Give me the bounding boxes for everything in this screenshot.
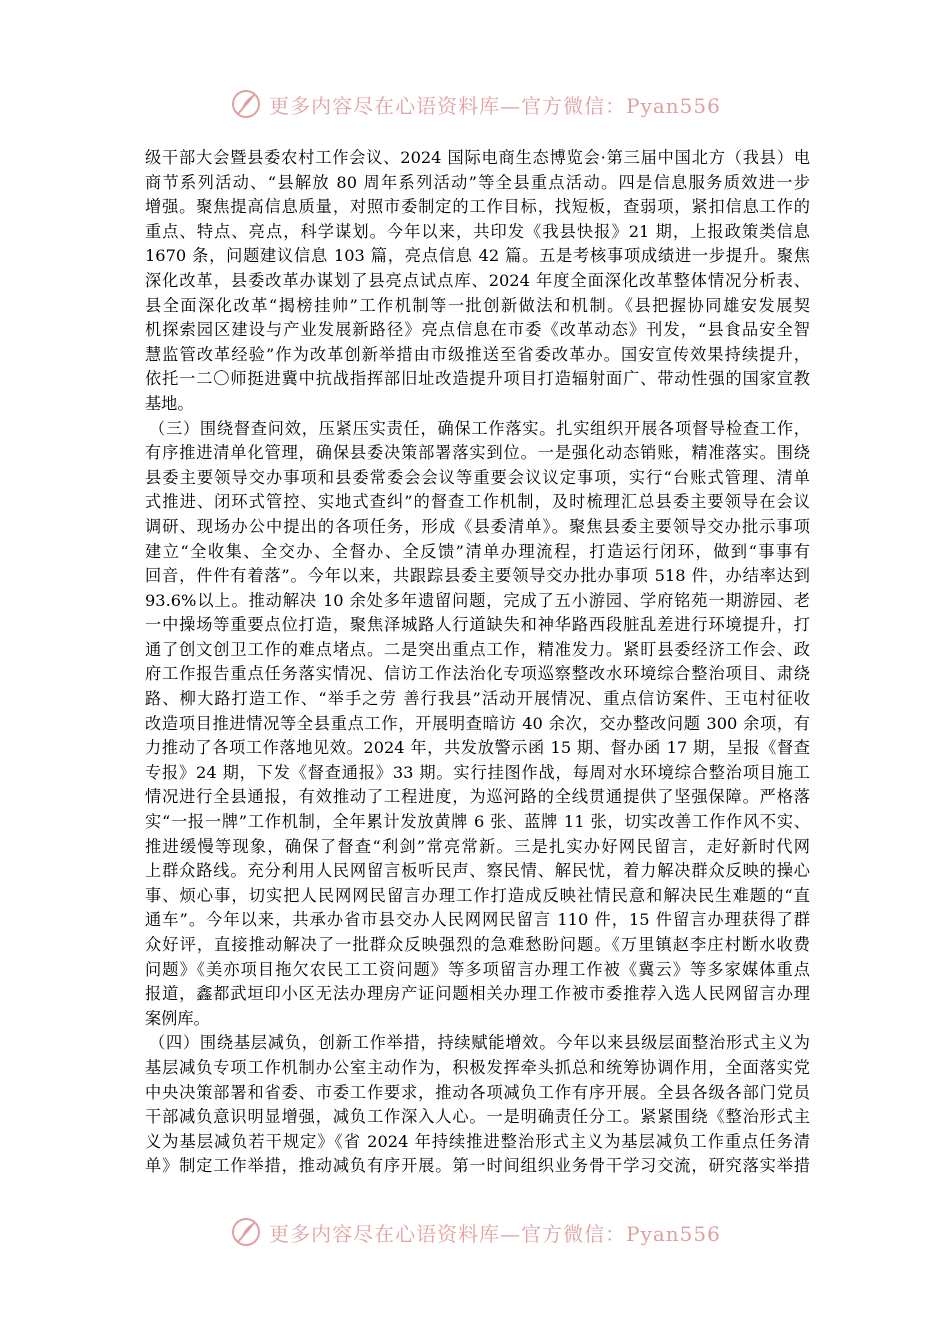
text-line: 商节系列活动、“县解放 80 周年系列活动”等全县重点活动。四是信息服务质效进一步 [145, 172, 810, 192]
document-body [145, 146, 810, 1179]
text-line: 级干部大会暨县委农村工作会议、2024 国际电商生态博览会·第三届中国北方（我县）电 [145, 148, 810, 167]
text-line: 改造项目推进情况等全县重点工作，开展明查暗访 40 余次，交办整改问题 300 余项，有 [145, 713, 810, 733]
text-line: 通车”。今年以来，共承办省市县交办人民网网民留言 110 件，15 件留言办理获得了群 [145, 910, 810, 930]
text-line: 众好评，直接推动解决了一批群众反映强烈的急难愁盼问题。《万里镇赵李庄村断水收费 [145, 935, 810, 954]
text-line: 一中操场等重要点位打造，聚焦泽城路人行道缺失和神华路西段脏乱差进行环境提升，打 [145, 615, 810, 635]
text-line: 问题》《美亦项目拖欠农民工工资问题》等多项留言办理工作被《冀云》等多家媒体重点 [145, 959, 810, 979]
text-line: 路、柳大路打造工作、“举手之劳 善行我县”活动开展情况、重点信访案件、王屯村征收 [145, 689, 810, 709]
text-line: 情况进行全县通报，有效推动了工程进度，为巡河路的全线贯通提供了坚强保障。严格落 [145, 787, 810, 807]
text-line: 推进缓慢等现象，确保了督查“利剑”常亮常新。三是扎实办好网民留言，走好新时代网 [145, 836, 810, 856]
text-line: 力推动了各项工作落地见效。2024 年，共发放警示函 15 期、督办函 17 期，呈报《督查 [145, 738, 810, 758]
text-line: 1670 条，问题建议信息 103 篇，亮点信息 42 篇。五是考核事项成绩进一步提升。聚焦 [145, 246, 810, 266]
text-line: 回音，件件有着落”。今年以来，共跟踪县委主要领导交办批办事项 518 件，办结率达到 [145, 566, 810, 586]
text-line: 调研、现场办公中提出的各项任务，形成《县委清单》。聚焦县委主要领导交办批示事项 [145, 516, 810, 536]
text-line: 干部减负意识明显增强，减负工作深入人心。一是明确责任分工。紧紧围绕《整治形式主 [145, 1107, 810, 1127]
section-heading-line: （四）围绕基层减负，创新工作举措，持续赋能增效。今年以来县级层面整治形式主义为 [149, 1033, 810, 1053]
text-line: 专报》24 期，下发《督查通报》33 期。实行挂图作战，每周对水环境综合整治项目施工 [145, 762, 810, 782]
text-line: 式推进、闭环式管控、实地式查纠”的督查工作机制，及时梳理汇总县委主要领导在会议 [145, 492, 810, 512]
text-line: 县委主要领导交办事项和县委常委会会议等重要会议议定事项，实行“台账式管理、清单 [145, 467, 810, 487]
text-line: 基地。 [145, 393, 194, 413]
text-line: 依托一二〇师挺进冀中抗战指挥部旧址改造提升项目打造辐射面广、带动性强的国家宣教 [145, 369, 810, 389]
text-line: 中央决策部署和省委、市委工作要求，推动各项减负工作有序开展。全县各级各部门党员 [145, 1082, 810, 1102]
text-line: 增强。聚焦提高信息质量，对照市委制定的工作目标，找短板，查弱项，紧扣信息工作的 [145, 197, 810, 217]
text-line: 报道，鑫都武垣印小区无法办理房产证问题相关办理工作被市委推荐入选人民网留言办理 [145, 984, 810, 1004]
section-heading-line: （三）围绕督查问效，压紧压实责任，确保工作落实。扎实组织开展各项督导检查工作， [149, 418, 810, 438]
text-line: 93.6%以上。推动解决 10 余处多年遗留问题，完成了五小游园、学府铭苑一期游园、老 [145, 590, 810, 610]
text-line: 县全面深化改革“揭榜挂帅”工作机制等一批创新做法和机制。《县把握协同雄安发展契 [145, 295, 810, 315]
text-line: 单》制定工作举措，推动减负有序开展。第一时间组织业务骨干学习交流，研究落实举措 [145, 1156, 810, 1176]
header-watermark-banner [0, 84, 950, 124]
text-line: 基层减负专项工作机制办公室主动作为，积极发挥牵头抓总和统筹协调作用，全面落实党 [145, 1057, 810, 1077]
text-line: 慧监管改革经验”作为改革创新举措由市级推送至省委改革办。国安宣传效果持续提升， [145, 344, 810, 364]
text-line: 建立“全收集、全交办、全督办、全反馈”清单办理流程，打造运行闭环，做到“事事有 [145, 541, 810, 561]
footer-watermark-banner [0, 1212, 950, 1252]
text-line: 实“一报一牌”工作机制，全年累计发放黄牌 6 张、蓝牌 11 张，切实改善工作作风不实、 [145, 812, 810, 832]
feather-logo-icon [229, 87, 263, 121]
text-line: 重点、特点、亮点，科学谋划。今年以来，共印发《我县快报》21 期，上报政策类信息 [145, 221, 810, 241]
watermark-text: 更多内容尽在心语资料库—官方微信：Pyan556 [269, 93, 721, 118]
text-line: 案例库。 [145, 1008, 210, 1028]
text-line: 府工作报告重点任务落实情况、信访工作法治化专项巡察整改水环境综合整治项目、肃绕 [145, 664, 810, 684]
feather-logo-icon [229, 1215, 263, 1249]
text-line: 上群众路线。充分利用人民网留言板听民声、察民情、解民忧，着力解决群众反映的操心 [145, 861, 810, 881]
text-line: 通了创文创卫工作的难点堵点。二是突出重点工作，精准发力。紧盯县委经济工作会、政 [145, 639, 810, 659]
text-line: 机探索园区建设与产业发展新路径》亮点信息在市委《改革动态》刊发，“县食品安全智 [145, 320, 810, 340]
text-line: 有序推进清单化管理，确保县委决策部署落实到位。一是强化动态销账，精准落实。围绕 [145, 443, 810, 463]
watermark-text: 更多内容尽在心语资料库—官方微信：Pyan556 [269, 1221, 721, 1246]
text-line: 义为基层减负若干规定》《省 2024 年持续推进整治形式主义为基层减负工作重点任务清 [145, 1131, 810, 1151]
text-line: 深化改革，县委改革办谋划了县亮点试点库、2024 年度全面深化改革整体情况分析表、 [145, 270, 810, 290]
text-line: 事、烦心事，切实把人民网网民留言办理工作打造成反映社情民意和解决民生难题的“直 [145, 885, 810, 905]
